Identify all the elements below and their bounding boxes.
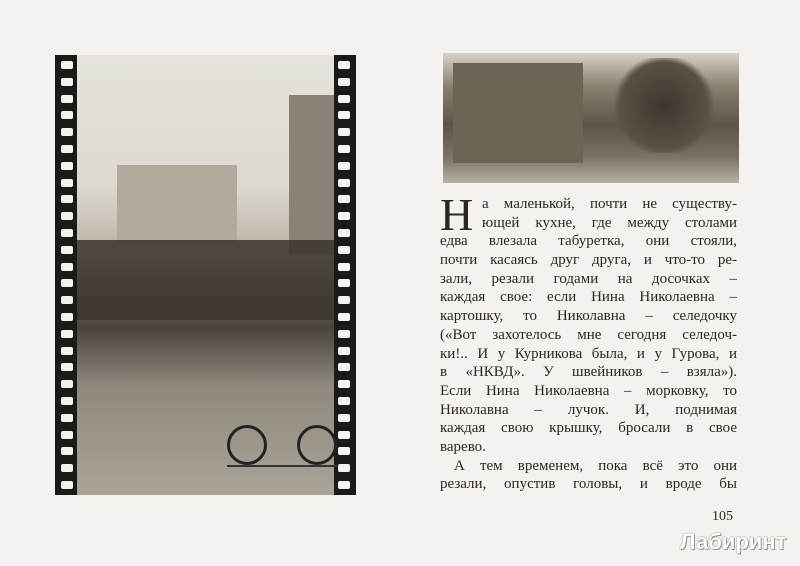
building <box>289 95 334 255</box>
text-line: зали, резали годами на досочках – <box>440 270 737 287</box>
building <box>117 165 237 245</box>
text-line: картошку, то Николавна – селедочку <box>440 308 737 325</box>
text-line: ки!.. И у Курникова была, и у Гурова, и <box>440 345 737 362</box>
text-line: едва влезала табуретка, они стояли, <box>440 233 737 250</box>
text-line: почти касаясь друг друга, и что-то ре- <box>440 252 737 269</box>
text-line: каждая свою крышку, бросали в свое <box>440 420 737 437</box>
building <box>453 63 583 163</box>
old-street-photo <box>443 53 739 183</box>
trees <box>609 58 719 153</box>
film-perforations-left <box>61 61 73 489</box>
text-line: А тем временем, пока всё это они <box>454 457 737 474</box>
body-text <box>440 195 737 494</box>
text-line: («Вот захотелось мне сегодня селедоч- <box>440 326 737 343</box>
boy-on-bicycle <box>227 385 337 467</box>
text-line: Если Нина Николаевна – морковку, то <box>440 382 737 399</box>
page-number: 105 <box>712 509 733 524</box>
street-crowd-photo <box>77 55 334 495</box>
text-line: в «НКВД». У швейников – взяла»). <box>440 364 737 381</box>
drop-cap: Н <box>440 195 474 232</box>
text-line: ющей кухне, где между столами <box>482 214 737 231</box>
crowd <box>77 240 334 320</box>
text-line: резали, опустив головы, и вроде бы <box>440 476 737 493</box>
text-line: Николавна – лучок. И, поднимая <box>440 401 737 418</box>
film-perforations-right <box>338 61 350 489</box>
text-line: каждая свое: если Нина Николаевна – <box>440 289 737 306</box>
text-line: а маленькой, почти не существу- <box>482 196 737 212</box>
text-line: варево. <box>440 438 486 455</box>
watermark-logo: Лабиринт <box>680 529 787 554</box>
film-strip-photo <box>55 55 356 495</box>
